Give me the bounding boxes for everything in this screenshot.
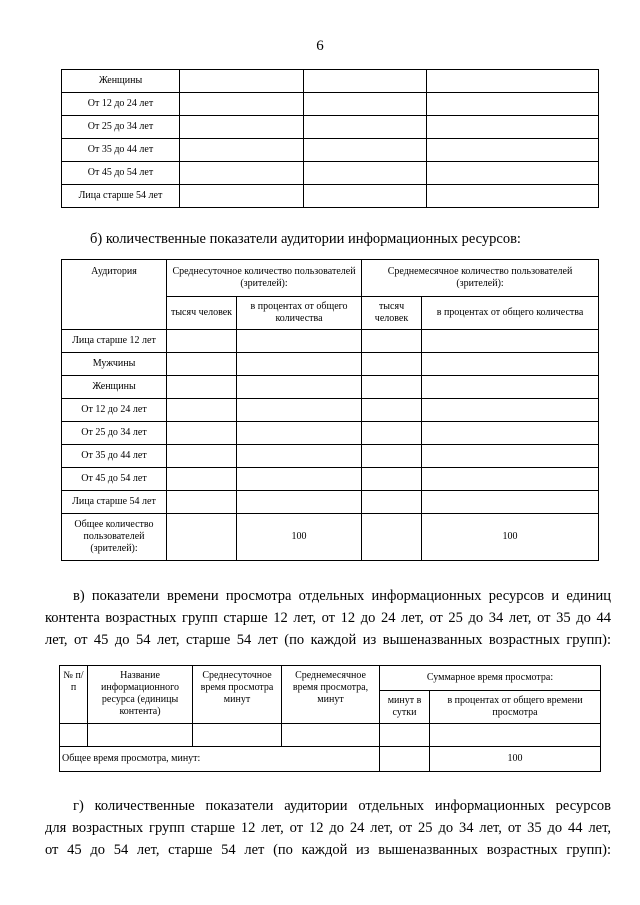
empty-cell [362,330,422,353]
row-label: От 25 до 34 лет [62,116,180,139]
header-number: № п/п [60,666,88,724]
empty-cell [362,376,422,399]
table-row [62,139,599,162]
empty-cell [380,747,430,772]
table-row [62,330,599,353]
empty-cell [427,185,599,208]
empty-cell [167,353,237,376]
empty-cell [193,724,282,747]
empty-cell [282,724,380,747]
empty-cell [167,445,237,468]
empty-cell [167,468,237,491]
section-g-line-1: г) количественные показатели аудитории отдельных информационных ресурсов [73,798,611,814]
row-label: От 12 до 24 лет [62,399,167,422]
row-label: Женщины [62,70,180,93]
total-daily-percent: 100 [237,514,362,561]
empty-cell [167,422,237,445]
empty-cell [427,162,599,185]
section-b-heading: б) количественные показатели аудитории информационных ресурсов: [90,231,521,247]
row-label: От 35 до 44 лет [62,139,180,162]
empty-cell [304,185,427,208]
empty-cell [430,724,601,747]
header-daily-percent: в процентах от общего количества [237,297,362,330]
empty-cell [180,93,304,116]
section-g-line-2: для возрастных групп старше 12 лет, от 12 до 24 лет, от 25 до 34 лет, от 35 до 44 лет, [45,820,611,836]
row-label: От 45 до 54 лет [62,162,180,185]
empty-cell [422,422,599,445]
row-label: От 12 до 24 лет [62,93,180,116]
table-row [62,468,599,491]
empty-cell [362,514,422,561]
row-label: Лица старше 54 лет [62,491,167,514]
header-daily-time: Среднесуточное время просмотра минут [193,666,282,724]
page-number: 6 [316,38,324,54]
header-daily-thousand: тысяч человек [167,297,237,330]
empty-cell [422,330,599,353]
section-v-line-2: контента возрастных групп старше 12 лет, от 12 до 24 лет, от 25 до 34 лет, от 35 до 44 [45,610,611,626]
empty-cell [180,70,304,93]
total-row [62,514,599,561]
empty-cell [88,724,193,747]
total-users-label: Общее количество пользователей (зрителей): [62,514,167,561]
empty-cell [380,724,430,747]
header-audience: Аудитория [62,260,167,330]
empty-cell [422,353,599,376]
empty-cell [427,70,599,93]
empty-cell [167,330,237,353]
section-v-paragraph [45,585,611,651]
table-row [62,422,599,445]
row-label: От 45 до 54 лет [62,468,167,491]
empty-cell [304,116,427,139]
table-row [62,399,599,422]
section-v-line-3: лет, от 45 до 54 лет, старше 54 лет (по каждой из вышеназванных возрастных групп): [45,632,611,648]
section-g-paragraph [45,795,611,861]
header-monthly-percent: в процентах от общего количества [422,297,599,330]
row-label: Женщины [62,376,167,399]
row-label: Лица старше 12 лет [62,330,167,353]
empty-cell [180,162,304,185]
table-row [62,93,599,116]
table-row [60,724,601,747]
empty-cell [180,139,304,162]
age-group-table-continued [61,69,599,208]
empty-cell [422,399,599,422]
header-resource-name: Название информационного ресурса (единицы контента) [88,666,193,724]
empty-cell [167,491,237,514]
empty-cell [427,116,599,139]
empty-cell [237,491,362,514]
row-label: От 35 до 44 лет [62,445,167,468]
row-label: Лица старше 54 лет [62,185,180,208]
empty-cell [422,468,599,491]
empty-cell [237,468,362,491]
table-row [62,376,599,399]
empty-cell [362,422,422,445]
row-label: От 25 до 34 лет [62,422,167,445]
header-total-time: Суммарное время просмотра: [380,666,601,691]
empty-cell [180,185,304,208]
empty-cell [237,399,362,422]
table-row [62,185,599,208]
empty-cell [304,139,427,162]
empty-cell [167,399,237,422]
empty-cell [362,399,422,422]
header-daily-users: Среднесуточное количество пользователей (зрителей): [167,260,362,297]
empty-cell [237,330,362,353]
empty-cell [362,353,422,376]
empty-cell [167,514,237,561]
empty-cell [304,162,427,185]
header-monthly-time: Среднемесячное время просмотра, минут [282,666,380,724]
table-row [62,491,599,514]
empty-cell [362,468,422,491]
section-g-line-3: от 45 до 54 лет, старше 54 лет (по каждой из вышеназванных возрастных групп): [45,842,611,858]
total-viewing-time-label: Общее время просмотра, минут: [60,747,380,772]
empty-cell [427,139,599,162]
table-row [62,116,599,139]
header-minutes-per-day: минут в сутки [380,691,430,724]
table-row [62,445,599,468]
empty-cell [167,376,237,399]
empty-cell [422,491,599,514]
empty-cell [237,376,362,399]
empty-cell [422,376,599,399]
empty-cell [237,422,362,445]
row-label: Мужчины [62,353,167,376]
empty-cell [237,445,362,468]
total-row [60,747,601,772]
empty-cell [304,93,427,116]
header-percent-total-time: в процентах от общего времени просмотра [430,691,601,724]
empty-cell [422,445,599,468]
empty-cell [180,116,304,139]
table-row [62,353,599,376]
viewing-time-table [59,665,601,772]
header-monthly-thousand: тысяч человек [362,297,422,330]
empty-cell [237,353,362,376]
section-v-line-1: в) показатели времени просмотра отдельных информационных ресурсов и единиц [73,588,611,604]
empty-cell [427,93,599,116]
empty-cell [304,70,427,93]
header-monthly-users: Среднемесячное количество пользователей (зрителей): [362,260,599,297]
empty-cell [362,491,422,514]
table-row [62,162,599,185]
audience-quantity-table [61,259,599,561]
table-row [62,70,599,93]
empty-cell [60,724,88,747]
total-viewing-time-value: 100 [430,747,601,772]
empty-cell [362,445,422,468]
total-monthly-percent: 100 [422,514,599,561]
